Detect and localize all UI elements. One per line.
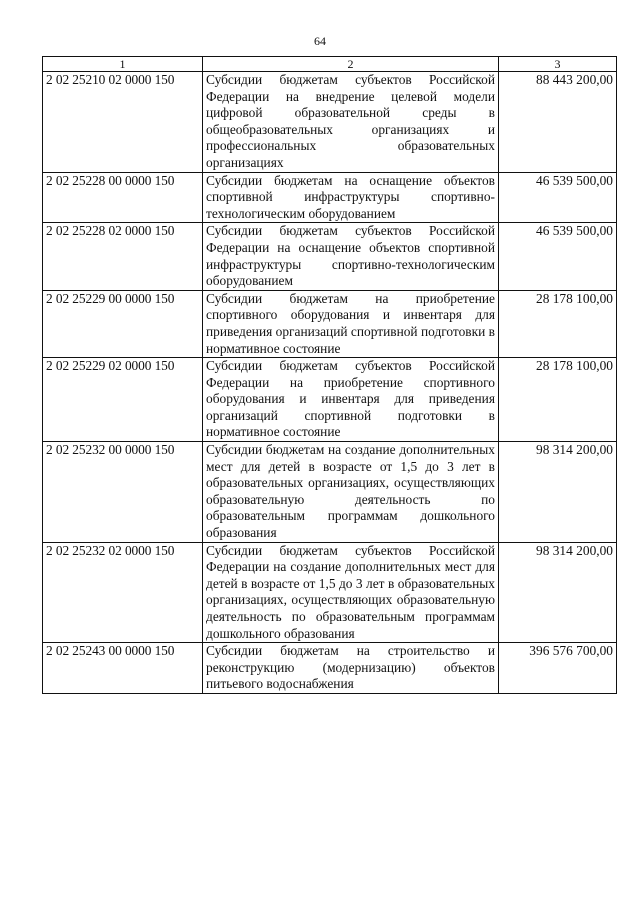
row-name: Субсидии бюджетам субъектов Российской Федерации на создание дополнительных мест для детей в возрасте от 1,5 до 3 лет в образовательных организациях, осуществляющих образовательную деятельность по образовательным программам дошкольного образования xyxy=(203,542,499,643)
column-header-amount: 3 xyxy=(499,57,617,72)
table-row xyxy=(43,358,617,442)
row-name: Субсидии бюджетам на создание дополнительных мест для детей в возрасте от 1,5 до 3 лет в образовательных организациях, осуществляющих образовательную деятельность по образовательным программам дошкольного образования xyxy=(203,442,499,543)
budget-table xyxy=(42,56,617,694)
row-code: 2 02 25232 00 0000 150 xyxy=(43,442,203,543)
row-name: Субсидии бюджетам субъектов Российской Федерации на внедрение целевой модели цифровой образовательной среды в общеобразовательных организациях и профессиональных образовательных организациях xyxy=(203,72,499,173)
row-amount: 98 314 200,00 xyxy=(499,542,617,643)
table-row xyxy=(43,442,617,543)
table-row xyxy=(43,542,617,643)
table-row xyxy=(43,172,617,223)
table-row xyxy=(43,223,617,290)
row-name: Субсидии бюджетам на строительство и реконструкцию (модернизацию) объектов питьевого водоснабжения xyxy=(203,643,499,694)
page-number: 64 xyxy=(314,34,326,48)
column-header-name: 2 xyxy=(203,57,499,72)
row-amount: 46 539 500,00 xyxy=(499,223,617,290)
row-code: 2 02 25228 00 0000 150 xyxy=(43,172,203,223)
row-code: 2 02 25228 02 0000 150 xyxy=(43,223,203,290)
row-amount: 46 539 500,00 xyxy=(499,172,617,223)
row-amount: 88 443 200,00 xyxy=(499,72,617,173)
row-amount: 28 178 100,00 xyxy=(499,290,617,357)
row-name: Субсидии бюджетам субъектов Российской Федерации на приобретение спортивного оборудования и инвентаря для приведения организаций спортивной подготовки в нормативное состояние xyxy=(203,358,499,442)
table-header-row xyxy=(43,57,617,72)
table-row xyxy=(43,643,617,694)
row-name: Субсидии бюджетам субъектов Российской Федерации на оснащение объектов спортивной инфраструктуры спортивно-технологическим оборудованием xyxy=(203,223,499,290)
row-amount: 396 576 700,00 xyxy=(499,643,617,694)
row-amount: 28 178 100,00 xyxy=(499,358,617,442)
row-code: 2 02 25232 02 0000 150 xyxy=(43,542,203,643)
row-code: 2 02 25229 02 0000 150 xyxy=(43,358,203,442)
row-code: 2 02 25243 00 0000 150 xyxy=(43,643,203,694)
table-row xyxy=(43,290,617,357)
column-header-code: 1 xyxy=(43,57,203,72)
row-code: 2 02 25229 00 0000 150 xyxy=(43,290,203,357)
table-row xyxy=(43,72,617,173)
row-code: 2 02 25210 02 0000 150 xyxy=(43,72,203,173)
row-name: Субсидии бюджетам на оснащение объектов спортивной инфраструктуры спортивно-технологическим оборудованием xyxy=(203,172,499,223)
row-name: Субсидии бюджетам на приобретение спортивного оборудования и инвентаря для приведения организаций спортивной подготовки в нормативное состояние xyxy=(203,290,499,357)
row-amount: 98 314 200,00 xyxy=(499,442,617,543)
